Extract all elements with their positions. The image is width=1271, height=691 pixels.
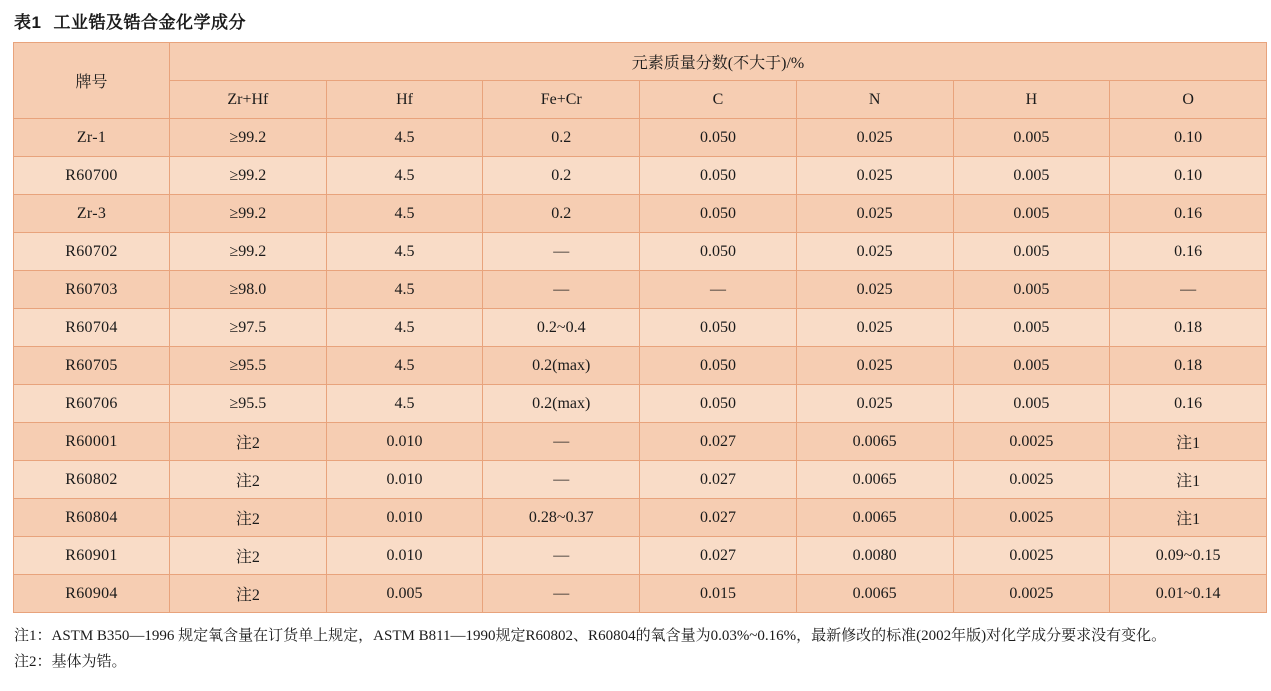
cell-c: 0.050: [640, 119, 797, 157]
cell-brand: Zr-1: [14, 119, 170, 157]
header-brand: 牌号: [14, 43, 170, 119]
table-head: [14, 43, 1267, 119]
cell-n: 0.025: [796, 385, 953, 423]
cell-c: 0.050: [640, 385, 797, 423]
cell-h: 0.005: [953, 347, 1110, 385]
cell-fecr: 0.2: [483, 119, 640, 157]
cell-h: 0.005: [953, 233, 1110, 271]
cell-n: 0.025: [796, 347, 953, 385]
cell-n: 0.0065: [796, 461, 953, 499]
table-row: [14, 537, 1267, 575]
cell-hf: 4.5: [326, 233, 483, 271]
cell-o: 0.09~0.15: [1110, 537, 1267, 575]
cell-c: 0.050: [640, 195, 797, 233]
cell-n: 0.025: [796, 119, 953, 157]
cell-zrhf: ≥99.2: [170, 119, 327, 157]
cell-fecr: 0.2(max): [483, 385, 640, 423]
cell-hf: 0.005: [326, 575, 483, 613]
cell-o: 注1: [1110, 423, 1267, 461]
cell-c: 0.027: [640, 423, 797, 461]
cell-n: 0.025: [796, 233, 953, 271]
cell-c: 0.027: [640, 499, 797, 537]
cell-brand: R60001: [14, 423, 170, 461]
cell-h: 0.0025: [953, 537, 1110, 575]
cell-h: 0.005: [953, 119, 1110, 157]
table-note-1: 注1：ASTM B350—1996 规定氧含量在订货单上规定，ASTM B811—1990规定R60802、R60804的氧含量为0.03%~0.16%，最新修改的标准(2002年版)对化学成分要求没有变化。: [14, 628, 1167, 644]
cell-hf: 4.5: [326, 157, 483, 195]
table-row: [14, 347, 1267, 385]
header-col-o: O: [1110, 81, 1267, 119]
cell-c: 0.027: [640, 537, 797, 575]
cell-brand: R60700: [14, 157, 170, 195]
cell-zrhf: 注2: [170, 575, 327, 613]
header-col-zrhf: Zr+Hf: [170, 81, 327, 119]
table-row: [14, 195, 1267, 233]
cell-fecr: —: [483, 575, 640, 613]
cell-zrhf: 注2: [170, 499, 327, 537]
cell-c: 0.027: [640, 461, 797, 499]
cell-brand: R60703: [14, 271, 170, 309]
cell-n: 0.0065: [796, 575, 953, 613]
cell-zrhf: ≥99.2: [170, 233, 327, 271]
table-row: [14, 309, 1267, 347]
cell-fecr: 0.2: [483, 157, 640, 195]
cell-zrhf: ≥99.2: [170, 195, 327, 233]
cell-o: 0.01~0.14: [1110, 575, 1267, 613]
table-notes: [14, 623, 1257, 675]
cell-o: 0.18: [1110, 347, 1267, 385]
table-row: [14, 385, 1267, 423]
table-caption-title: 工业锆及锆合金化学成分: [53, 13, 246, 32]
cell-hf: 4.5: [326, 119, 483, 157]
header-col-hf: Hf: [326, 81, 483, 119]
cell-h: 0.0025: [953, 499, 1110, 537]
cell-fecr: 0.2: [483, 195, 640, 233]
cell-brand: R60704: [14, 309, 170, 347]
cell-hf: 0.010: [326, 499, 483, 537]
table-row: [14, 233, 1267, 271]
cell-hf: 4.5: [326, 195, 483, 233]
cell-zrhf: 注2: [170, 423, 327, 461]
cell-hf: 4.5: [326, 347, 483, 385]
cell-zrhf: ≥98.0: [170, 271, 327, 309]
cell-o: —: [1110, 271, 1267, 309]
table-row: [14, 271, 1267, 309]
cell-h: 0.0025: [953, 575, 1110, 613]
header-col-n: N: [796, 81, 953, 119]
cell-o: 0.18: [1110, 309, 1267, 347]
cell-n: 0.0065: [796, 499, 953, 537]
cell-n: 0.0065: [796, 423, 953, 461]
cell-zrhf: ≥95.5: [170, 347, 327, 385]
table-head-row-columns: [14, 81, 1267, 119]
cell-o: 0.10: [1110, 119, 1267, 157]
table-caption: [14, 12, 1263, 34]
table-row: [14, 461, 1267, 499]
cell-fecr: —: [483, 423, 640, 461]
cell-hf: 0.010: [326, 537, 483, 575]
cell-hf: 4.5: [326, 309, 483, 347]
cell-brand: R60702: [14, 233, 170, 271]
chemical-composition-table: [13, 42, 1267, 613]
cell-hf: 0.010: [326, 461, 483, 499]
cell-fecr: 0.2~0.4: [483, 309, 640, 347]
cell-h: 0.005: [953, 385, 1110, 423]
cell-c: 0.050: [640, 233, 797, 271]
cell-zrhf: ≥99.2: [170, 157, 327, 195]
cell-n: 0.025: [796, 195, 953, 233]
cell-n: 0.025: [796, 271, 953, 309]
cell-o: 0.16: [1110, 385, 1267, 423]
cell-zrhf: 注2: [170, 461, 327, 499]
cell-fecr: 0.2(max): [483, 347, 640, 385]
cell-fecr: —: [483, 461, 640, 499]
cell-fecr: 0.28~0.37: [483, 499, 640, 537]
cell-brand: Zr-3: [14, 195, 170, 233]
cell-n: 0.0080: [796, 537, 953, 575]
cell-h: 0.005: [953, 309, 1110, 347]
cell-h: 0.0025: [953, 461, 1110, 499]
cell-c: 0.050: [640, 157, 797, 195]
cell-n: 0.025: [796, 309, 953, 347]
cell-fecr: —: [483, 271, 640, 309]
cell-h: 0.0025: [953, 423, 1110, 461]
header-col-c: C: [640, 81, 797, 119]
table-row: [14, 157, 1267, 195]
cell-c: 0.050: [640, 347, 797, 385]
cell-o: 注1: [1110, 499, 1267, 537]
cell-fecr: —: [483, 233, 640, 271]
cell-o: 注1: [1110, 461, 1267, 499]
table-body: [14, 119, 1267, 613]
cell-brand: R60904: [14, 575, 170, 613]
table-caption-label: 表1: [14, 13, 42, 32]
cell-c: 0.050: [640, 309, 797, 347]
cell-brand: R60901: [14, 537, 170, 575]
cell-brand: R60705: [14, 347, 170, 385]
header-col-h: H: [953, 81, 1110, 119]
cell-hf: 4.5: [326, 271, 483, 309]
table-row: [14, 423, 1267, 461]
cell-o: 0.16: [1110, 195, 1267, 233]
cell-fecr: —: [483, 537, 640, 575]
header-element-group: 元素质量分数(不大于)/%: [170, 43, 1267, 81]
cell-h: 0.005: [953, 195, 1110, 233]
cell-c: 0.015: [640, 575, 797, 613]
cell-brand: R60804: [14, 499, 170, 537]
cell-brand: R60802: [14, 461, 170, 499]
cell-zrhf: 注2: [170, 537, 327, 575]
table-row: [14, 119, 1267, 157]
cell-zrhf: ≥95.5: [170, 385, 327, 423]
cell-hf: 0.010: [326, 423, 483, 461]
cell-h: 0.005: [953, 157, 1110, 195]
cell-c: —: [640, 271, 797, 309]
cell-o: 0.10: [1110, 157, 1267, 195]
table-head-row-group: [14, 43, 1267, 81]
cell-h: 0.005: [953, 271, 1110, 309]
cell-hf: 4.5: [326, 385, 483, 423]
cell-n: 0.025: [796, 157, 953, 195]
table-note-2: 注2：基体为锆。: [14, 654, 127, 670]
cell-zrhf: ≥97.5: [170, 309, 327, 347]
cell-brand: R60706: [14, 385, 170, 423]
cell-o: 0.16: [1110, 233, 1267, 271]
header-col-fecr: Fe+Cr: [483, 81, 640, 119]
table-row: [14, 499, 1267, 537]
table-row: [14, 575, 1267, 613]
